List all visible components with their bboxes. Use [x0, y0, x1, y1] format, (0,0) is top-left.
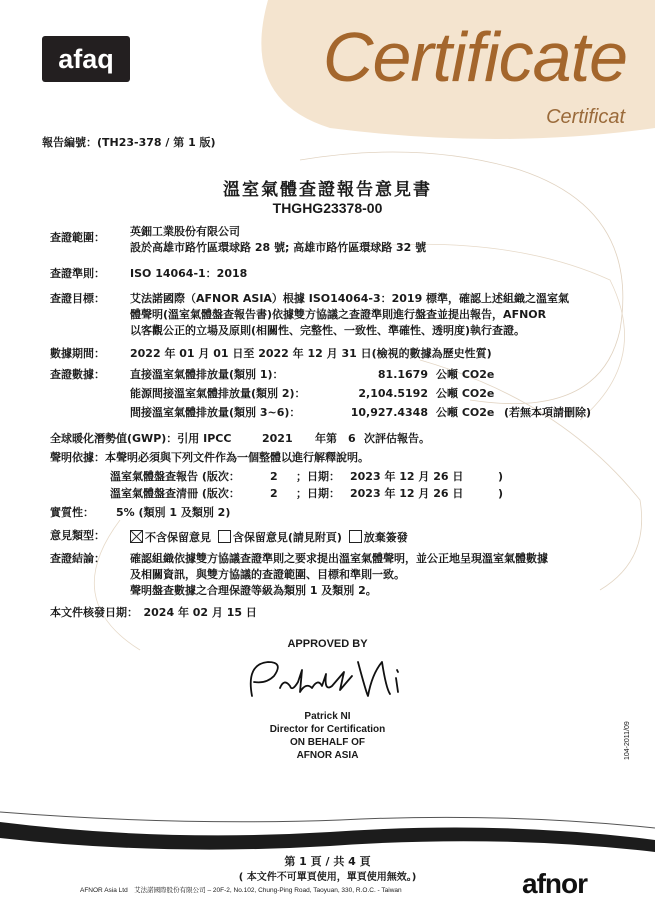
materiality-label: 實質性：	[50, 506, 94, 519]
approved-by: APPROVED BY	[287, 638, 368, 650]
bottom-wave-thin	[0, 812, 655, 828]
emission-row-1-name: 直接溫室氣體排放量(類別 1)：	[130, 368, 284, 381]
emission-row-2-unit: 公噸 CO2e	[436, 387, 495, 400]
signatory-behalf: ON BEHALF OF	[290, 737, 365, 748]
afaq-logo-text: afaq	[58, 43, 114, 74]
emission-row-3-name: 間接溫室氣體排放量(類別 3~6)：	[130, 406, 301, 419]
gwp-number: 6	[348, 432, 356, 445]
emission-row-2-name: 能源間接溫室氣體排放量(類別 2)：	[130, 387, 306, 400]
statement-row-1-name: 溫室氣體盤查報告 (版次：	[110, 470, 240, 483]
emissions-label: 查證數據：	[50, 368, 105, 381]
statement-row-1-version: 2	[270, 470, 278, 483]
opinion-qualified-checkbox[interactable]	[218, 530, 231, 543]
emission-row-3-note: (若無本項請刪除)	[504, 406, 592, 419]
scope-address: 設於高雄市路竹區環球路 28 號; 高雄市路竹區環球路 32 號	[130, 241, 427, 254]
statement-label: 聲明依據：本聲明必須與下列文件作為一個整體以進行解釋說明。	[50, 451, 369, 464]
statement-row-1-date-label: ；日期：	[296, 470, 340, 483]
objective-line-2: 體聲明(溫室氣體盤查報告書)依據雙方協議之查證準則進行盤查並提出報告，AFNOR	[130, 308, 547, 321]
form-code: 104-2011/09	[624, 721, 631, 760]
objective-line-1: 艾法諾國際（AFNOR ASIA）根據 ISO14064-3：2019 標準，確認上述組織之溫室氣	[130, 292, 570, 305]
signatory-role: Director for Certification	[269, 724, 386, 735]
emission-row-2-value: 2,104.5192	[358, 387, 428, 400]
page-indicator: 第 1 頁 / 共 4 頁	[284, 855, 371, 868]
footer-address: AFNOR Asia Ltd 艾法諾國際股份有限公司 – 20F-2, No.102, Chung-Ping Road, Taoyuan, 330, R.O.C. - Taiwan	[80, 887, 402, 894]
signatory-block	[0, 710, 655, 762]
statement-row-1-close: )	[498, 470, 504, 483]
statement-row-2-name: 溫室氣體盤查清冊 (版次：	[110, 487, 240, 500]
opinion-unqualified-label: 不含保留意見	[145, 531, 211, 544]
signatory-org: AFNOR ASIA	[296, 750, 359, 761]
emission-row-3-value: 10,927.4348	[350, 406, 428, 419]
materiality-value: 5% (類別 1 及類別 2)	[116, 506, 231, 519]
objective-label: 查證目標：	[50, 292, 105, 305]
gwp-suffix: 次評估報告。	[364, 432, 430, 445]
opinion-disclaim-checkbox[interactable]	[349, 530, 362, 543]
afnor-logo: afnor	[522, 868, 587, 899]
conclusion-line-3: 聲明盤查數據之合理保證等級為類別 1 及類別 2。	[130, 584, 377, 597]
conclusion-label: 查證結論：	[50, 552, 105, 565]
objective-line-3: 以客觀公正的立場及原則(相關性、完整性、一致性、準確性、透明度)執行查證。	[130, 324, 526, 337]
certificate-heading: Certificate	[322, 18, 627, 96]
scope-label: 查證範圍：	[50, 231, 105, 244]
opinion-disclaim-label: 放棄簽發	[363, 531, 408, 544]
afaq-logo	[42, 36, 130, 82]
standard-value: ISO 14064-1：2018	[130, 267, 248, 280]
statement-row-2-close: )	[498, 487, 504, 500]
page-note: ( 本文件不可單頁使用，單頁使用無效。)	[238, 872, 417, 883]
opinion-qualified-label: 含保留意見(請見附頁)	[232, 531, 342, 544]
emission-row-3-unit: 公噸 CO2e	[436, 406, 495, 419]
signatory-name: Patrick NI	[304, 711, 351, 722]
opinion-options	[130, 530, 408, 543]
document-number: THGHG23378-00	[272, 200, 383, 216]
standard-label: 查證準則：	[50, 267, 105, 280]
certificate-subheading: Certificat	[546, 106, 625, 128]
bottom-wave	[0, 822, 655, 852]
conclusion-line-2: 及相關資訊，與雙方協議的查證範圍、目標和準則一致。	[130, 568, 405, 581]
period-label: 數據期間：	[50, 347, 105, 360]
signature	[240, 652, 410, 710]
emission-row-1-value: 81.1679	[377, 368, 428, 381]
statement-row-1-date: 2023 年 12 月 26 日	[350, 470, 464, 483]
emission-row-1-unit: 公噸 CO2e	[436, 368, 495, 381]
opinion-unqualified-checkbox[interactable]	[130, 530, 143, 543]
document-title: 溫室氣體查證報告意見書	[223, 180, 432, 200]
gwp-prefix: 全球暖化潛勢值(GWP)：引用 IPCC	[50, 432, 232, 445]
issue-date: 本文件核發日期： 2024 年 02 月 15 日	[50, 606, 257, 619]
opinion-label: 意見類型：	[50, 529, 105, 542]
statement-row-2-date-label: ；日期：	[296, 487, 340, 500]
statement-row-2-date: 2023 年 12 月 26 日	[350, 487, 464, 500]
scope-company: 英鈿工業股份有限公司	[130, 225, 240, 238]
statement-row-2-version: 2	[270, 487, 278, 500]
report-number: 報告編號：(TH23-378 / 第 1 版)	[42, 136, 216, 149]
period-value: 2022 年 01 月 01 日至 2022 年 12 月 31 日(檢視的數據為歷史性質)	[130, 347, 492, 360]
gwp-year: 2021	[262, 432, 293, 445]
conclusion-line-1: 確認組織依據雙方協議查證準則之要求提出溫室氣體聲明，並公正地呈現溫室氣體數據	[130, 552, 548, 565]
gwp-mid: 年第	[315, 432, 337, 445]
